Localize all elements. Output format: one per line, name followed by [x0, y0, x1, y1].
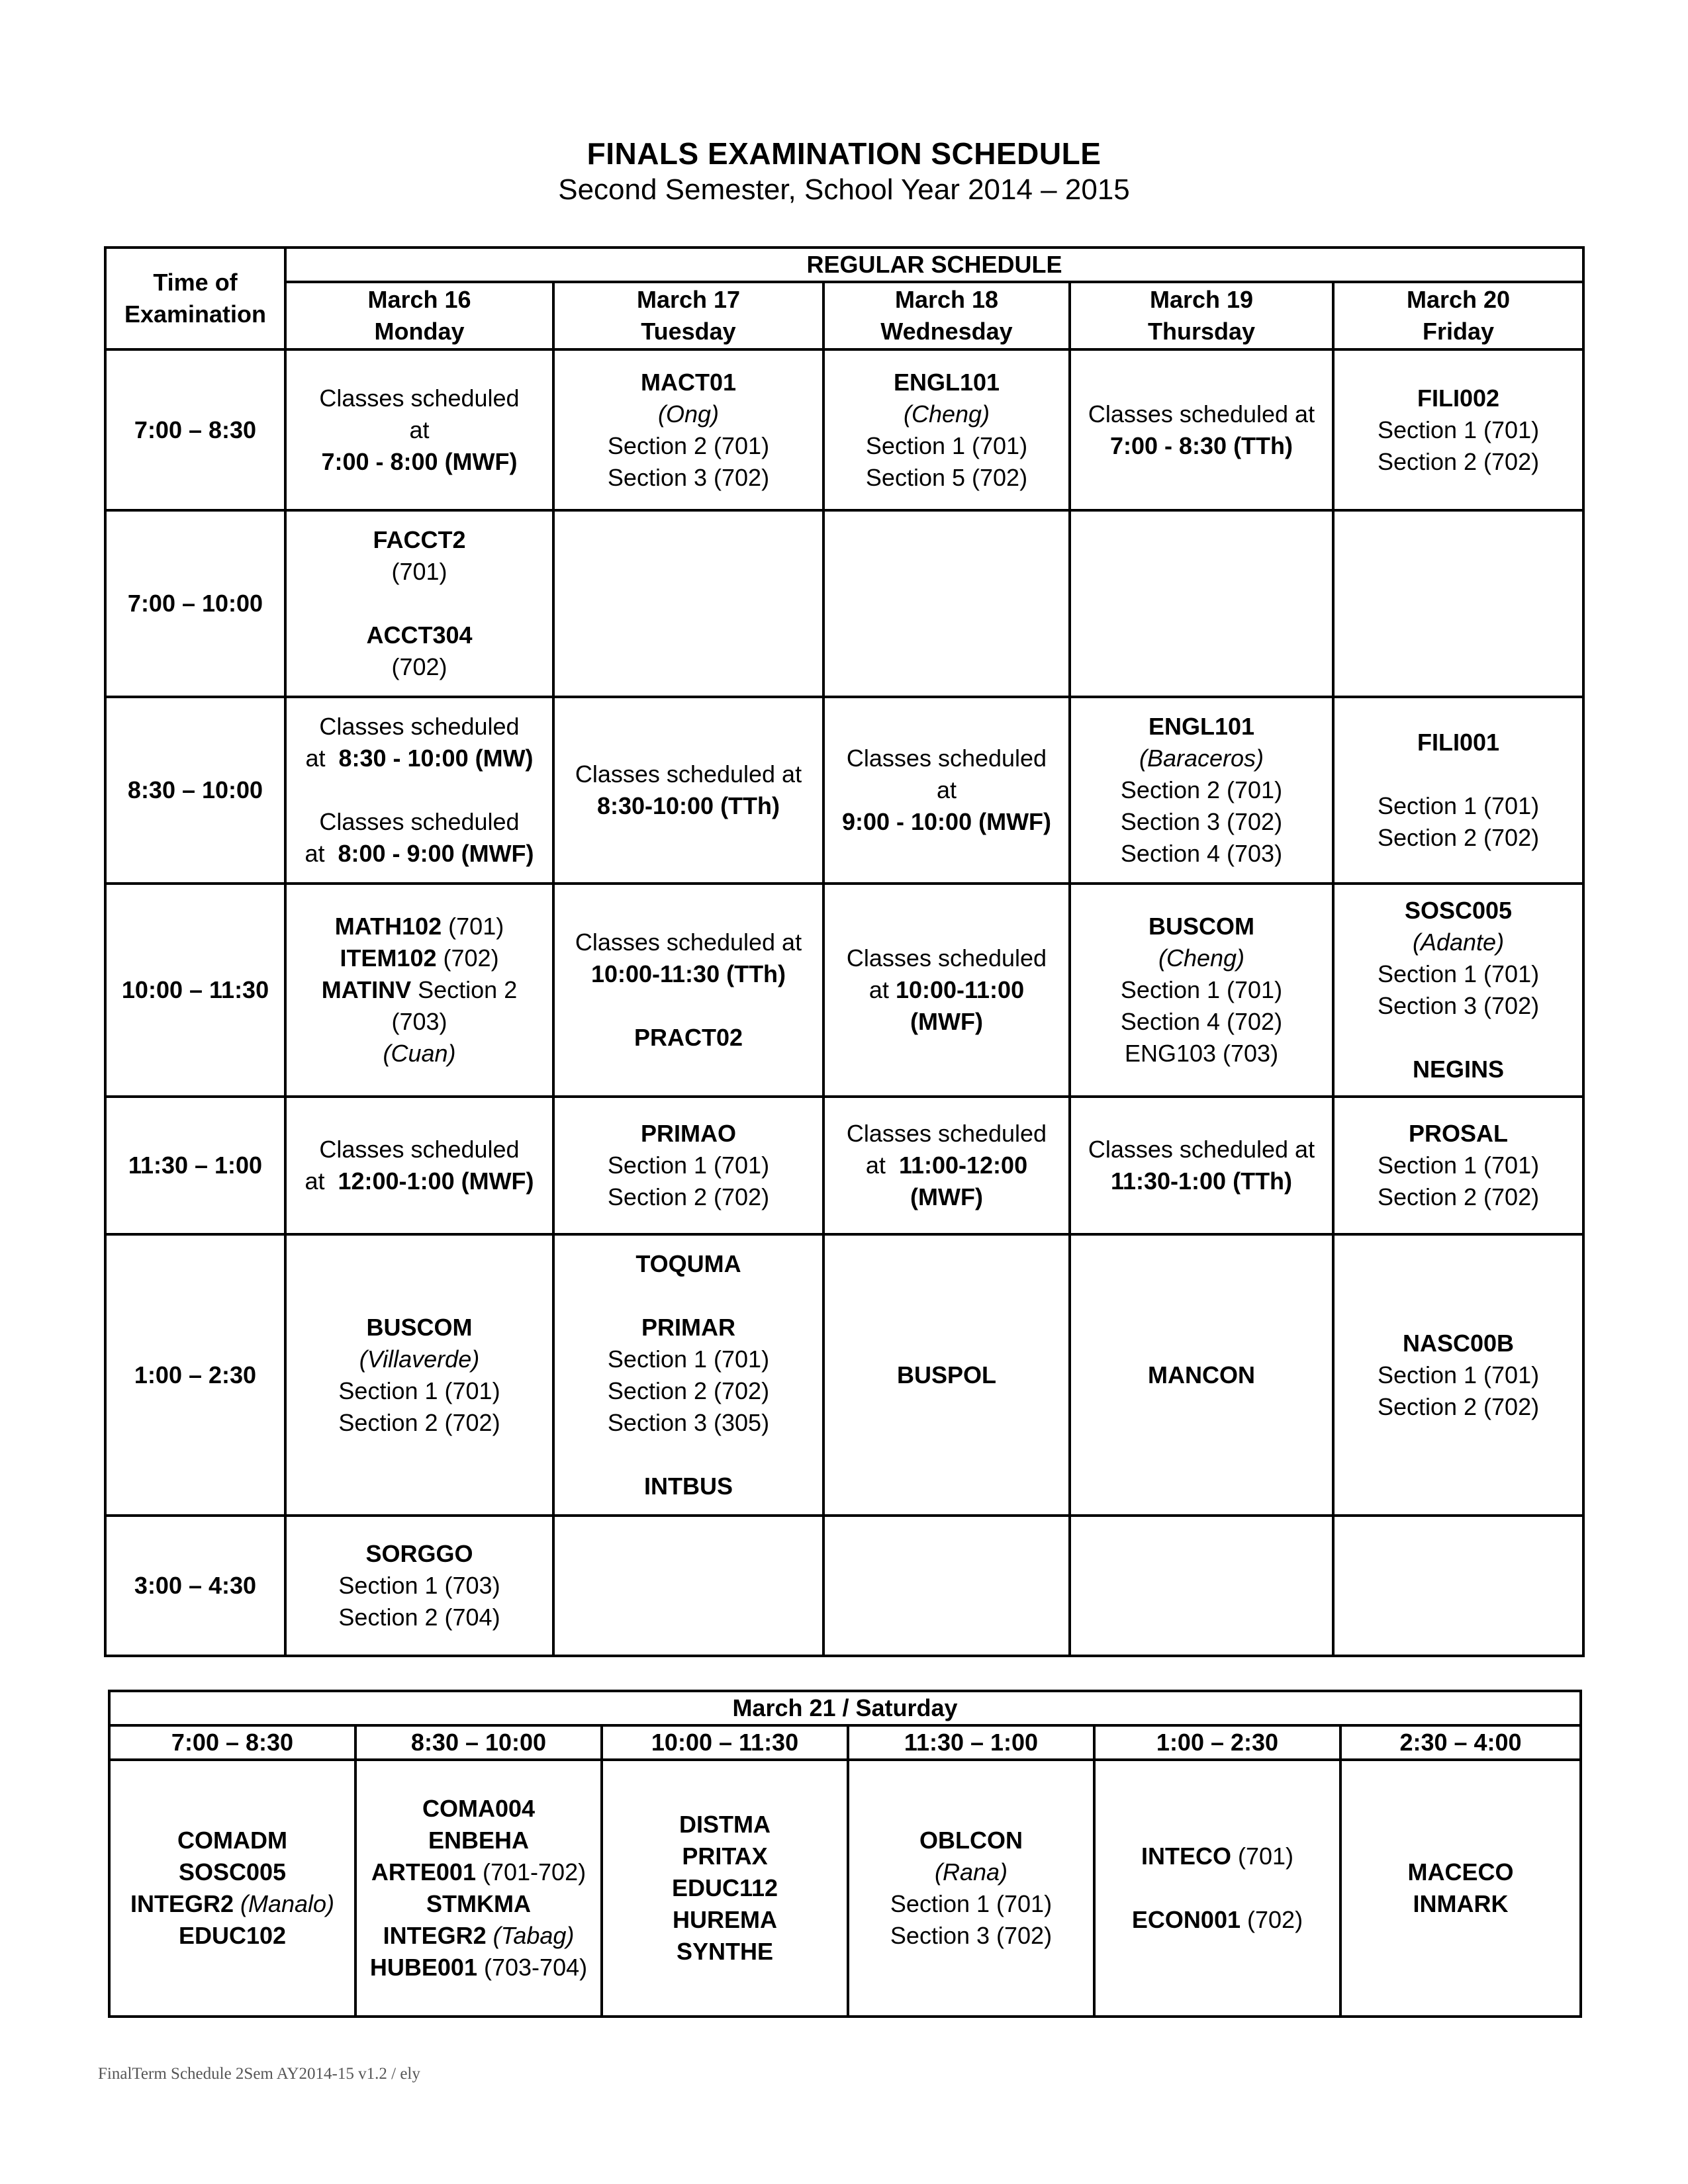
day-header-wednesday: March 18 Wednesday [823, 282, 1070, 349]
schedule-cell: ENGL101 (Cheng) Section 1 (701) Section 5 (702) [823, 349, 1070, 510]
regular-schedule-table [104, 246, 1585, 1657]
schedule-cell: Classes scheduled at 9:00 - 10:00 (MWF) [823, 697, 1070, 884]
page-title: FINALS EXAMINATION SCHEDULE [586, 136, 1102, 171]
schedule-cell: Classes scheduled at 11:30-1:00 (TTh) [1070, 1097, 1333, 1234]
schedule-cell: Classes scheduled at 8:30 - 10:00 (MW) Classes scheduled at 8:00 - 9:00 (MWF) [285, 697, 553, 884]
day-header-friday: March 20 Friday [1333, 282, 1583, 349]
time-slot: 7:00 – 10:00 [105, 510, 285, 697]
schedule-cell: FILI001 Section 1 (701) Section 2 (702) [1333, 697, 1583, 884]
time-header: Time of Examination [105, 248, 285, 349]
time-slot: 11:30 – 1:00 [105, 1097, 285, 1234]
schedule-cell: Classes scheduled at 10:00-11:30 (TTh) PRACT02 [553, 884, 823, 1097]
schedule-cell: MANCON [1070, 1234, 1333, 1516]
time-slot: 7:00 – 8:30 [109, 1725, 355, 1760]
schedule-cell: MACT01 (Ong) Section 2 (701) Section 3 (702) [553, 349, 823, 510]
schedule-cell: Classes scheduled at 11:00-12:00 (MWF) [823, 1097, 1070, 1234]
time-slot: 11:30 – 1:00 [848, 1725, 1094, 1760]
page-subtitle: Second Semester, School Year 2014 – 2015 [558, 173, 1130, 206]
schedule-cell: ENGL101 (Baraceros) Section 2 (701) Section 3 (702) Section 4 (703) [1070, 697, 1333, 884]
time-slot: 3:00 – 4:30 [105, 1516, 285, 1656]
schedule-cell: OBLCON (Rana) Section 1 (701) Section 3 (702) [848, 1760, 1094, 2017]
time-slot: 2:30 – 4:00 [1340, 1725, 1581, 1760]
schedule-cell: NASC00B Section 1 (701) Section 2 (702) [1333, 1234, 1583, 1516]
schedule-cell: PROSAL Section 1 (701) Section 2 (702) [1333, 1097, 1583, 1234]
schedule-cell: Classes scheduled at 7:00 - 8:00 (MWF) [285, 349, 553, 510]
schedule-cell: SOSC005 (Adante) Section 1 (701) Section 3 (702) NEGINS [1333, 884, 1583, 1097]
schedule-cell: FILI002 Section 1 (701) Section 2 (702) [1333, 349, 1583, 510]
saturday-schedule-table [108, 1690, 1582, 2018]
schedule-cell [823, 510, 1070, 697]
schedule-cell: BUSPOL [823, 1234, 1070, 1516]
schedule-cell: SORGGO Section 1 (703) Section 2 (704) [285, 1516, 553, 1656]
schedule-cell: DISTMA PRITAX EDUC112 HUREMA SYNTHE [602, 1760, 848, 2017]
schedule-cell: BUSCOM (Villaverde) Section 1 (701) Section 2 (702) [285, 1234, 553, 1516]
schedule-cell: TOQUMA PRIMAR Section 1 (701) Section 2 (702) Section 3 (305) INTBUS [553, 1234, 823, 1516]
schedule-cell: FACCT2 (701) ACCT304 (702) [285, 510, 553, 697]
schedule-cell [1333, 510, 1583, 697]
schedule-cell [553, 1516, 823, 1656]
regular-schedule-header: REGULAR SCHEDULE [285, 248, 1583, 282]
schedule-cell: COMADM SOSC005 INTEGR2 (Manalo) EDUC102 [109, 1760, 355, 2017]
saturday-header: March 21 / Saturday [109, 1691, 1581, 1725]
time-slot: 10:00 – 11:30 [602, 1725, 848, 1760]
schedule-cell [823, 1516, 1070, 1656]
schedule-cell: MATH102 (701) ITEM102 (702) MATINV Section 2 (703) (Cuan) [285, 884, 553, 1097]
schedule-cell: COMA004 ENBEHA ARTE001 (701-702) STMKMA INTEGR2 (Tabag) HUBE001 (703-704) [355, 1760, 602, 2017]
schedule-cell: Classes scheduled at 12:00-1:00 (MWF) [285, 1097, 553, 1234]
time-slot: 1:00 – 2:30 [105, 1234, 285, 1516]
time-slot: 8:30 – 10:00 [105, 697, 285, 884]
schedule-cell: PRIMAO Section 1 (701) Section 2 (702) [553, 1097, 823, 1234]
schedule-cell [1333, 1516, 1583, 1656]
schedule-cell [1070, 1516, 1333, 1656]
time-slot: 8:30 – 10:00 [355, 1725, 602, 1760]
schedule-cell: Classes scheduled at 7:00 - 8:30 (TTh) [1070, 349, 1333, 510]
time-slot: 7:00 – 8:30 [105, 349, 285, 510]
footer-note: FinalTerm Schedule 2Sem AY2014-15 v1.2 / ely [98, 2065, 420, 2083]
day-header-thursday: March 19 Thursday [1070, 282, 1333, 349]
schedule-cell: MACECO INMARK [1340, 1760, 1581, 2017]
time-slot: 10:00 – 11:30 [105, 884, 285, 1097]
schedule-cell: Classes scheduled at 8:30-10:00 (TTh) [553, 697, 823, 884]
schedule-cell: INTECO (701) ECON001 (702) [1094, 1760, 1340, 2017]
schedule-cell: BUSCOM (Cheng) Section 1 (701) Section 4 (702) ENG103 (703) [1070, 884, 1333, 1097]
schedule-cell [553, 510, 823, 697]
day-header-monday: March 16 Monday [285, 282, 553, 349]
day-header-tuesday: March 17 Tuesday [553, 282, 823, 349]
schedule-cell: Classes scheduled at 10:00-11:00 (MWF) [823, 884, 1070, 1097]
time-slot: 1:00 – 2:30 [1094, 1725, 1340, 1760]
schedule-cell [1070, 510, 1333, 697]
